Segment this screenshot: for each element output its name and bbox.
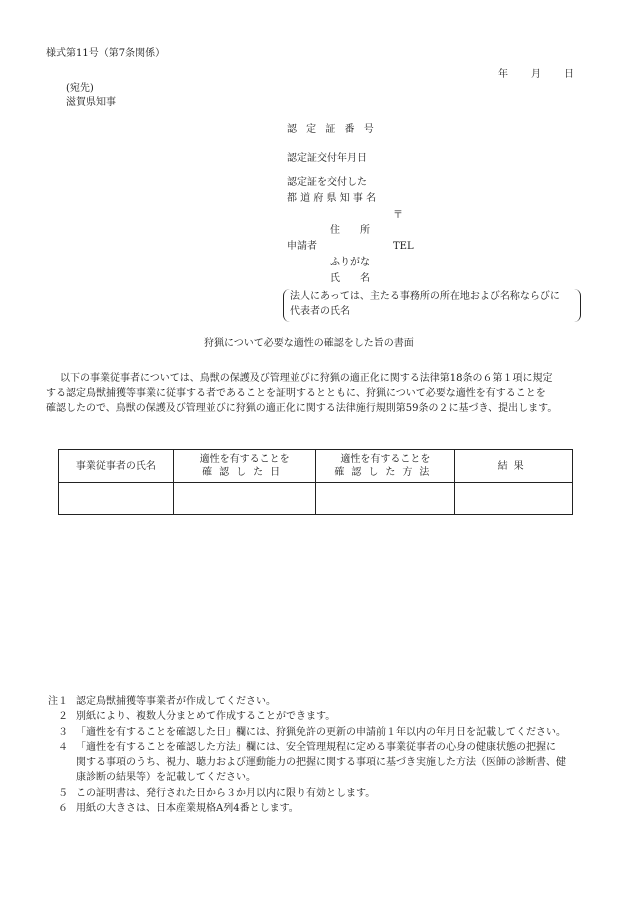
certificate-issuer-label-1: 認定証を交付した [287, 177, 367, 188]
certificate-issuer-label-2: 都 道 府 県 知 事 名 [287, 193, 377, 204]
date-year-label: 年 [498, 69, 508, 80]
note-item: ３ 「適性を有することを確認した日」欄には、狩猟免許の更新の申請前１年以内の年月日を記載してください。 [58, 726, 566, 738]
cell-result [455, 483, 573, 515]
date-day-label: 日 [564, 69, 574, 80]
header-worker-name: 事業従事者の氏名 [59, 450, 174, 483]
document-title: 狩猟について必要な適性の確認をした旨の書面 [204, 338, 414, 349]
corporate-note-line1: 法人にあっては、主たる事務所の所在地および名称ならびに [290, 291, 560, 302]
notes-section [46, 694, 606, 816]
addressee-prefix: (宛先) [66, 83, 94, 94]
furigana-label: ふりがな [330, 257, 370, 268]
body-text-line2: する認定鳥獣捕獲等事業に従事する者であることを証明するとともに、狩猟について必要な適性を有することを [46, 388, 546, 399]
table-header-row [59, 450, 573, 483]
body-text-line1: 以下の事業従事者については、鳥獣の保護及び管理並びに狩猟の適正化に関する法律第18条の６第１項に規定 [60, 373, 553, 384]
cell-confirmed-date [173, 483, 316, 515]
note-item: ５ この証明書は、発行された日から３か月以内に限り有効とします。 [58, 787, 376, 799]
addressee-name: 滋賀県知事 [66, 97, 116, 108]
note-item: ２ 別紙により、複数人分まとめて作成することができます。 [58, 711, 336, 723]
certificate-number-label: 認 定 証 番 号 [287, 124, 377, 135]
applicant-label: 申請者 [287, 241, 317, 252]
note-item: ４ 「適性を有することを確認した方法」欄には、安全管理規程に定める事業従事者の心身の健康状態の把握に 関する事項のうち、視力、聴力および運動能力の把握に関する事項に基づき実施した方法（医師の診断書、健 康診断の結果等）を記載してください。 [58, 741, 566, 784]
date-month-label: 月 [531, 69, 541, 80]
cell-worker-name [59, 483, 174, 515]
header-result: 結果 [455, 450, 573, 483]
note-item: ６ 用紙の大きさは、日本産業規格A列4番とします。 [58, 803, 299, 815]
certificate-issue-date-label: 認定証交付年月日 [287, 153, 367, 164]
name-label: 氏 名 [330, 273, 370, 284]
cell-confirmed-method [316, 483, 455, 515]
note-item: 注１ 認定鳥獣捕獲等事業者が作成してください。 [48, 696, 276, 707]
header-confirmed-date: 適性を有することを 確認した日 [173, 450, 316, 483]
form-number: 様式第11号（第7条関係） [46, 48, 166, 59]
table-row [59, 483, 573, 515]
corporate-note-line2: 代表者の氏名 [290, 306, 350, 317]
confirmation-table [58, 449, 573, 515]
postal-mark: 〒 [393, 210, 403, 221]
tel-label: TEL [393, 241, 414, 252]
address-label: 住 所 [330, 225, 370, 236]
body-text-line3: 確認したので、鳥獣の保護及び管理並びに狩猟の適正化に関する法律施行規則第59条の２に基づき、提出します。 [46, 403, 558, 414]
header-confirmed-method: 適性を有することを 確認した方法 [316, 450, 455, 483]
